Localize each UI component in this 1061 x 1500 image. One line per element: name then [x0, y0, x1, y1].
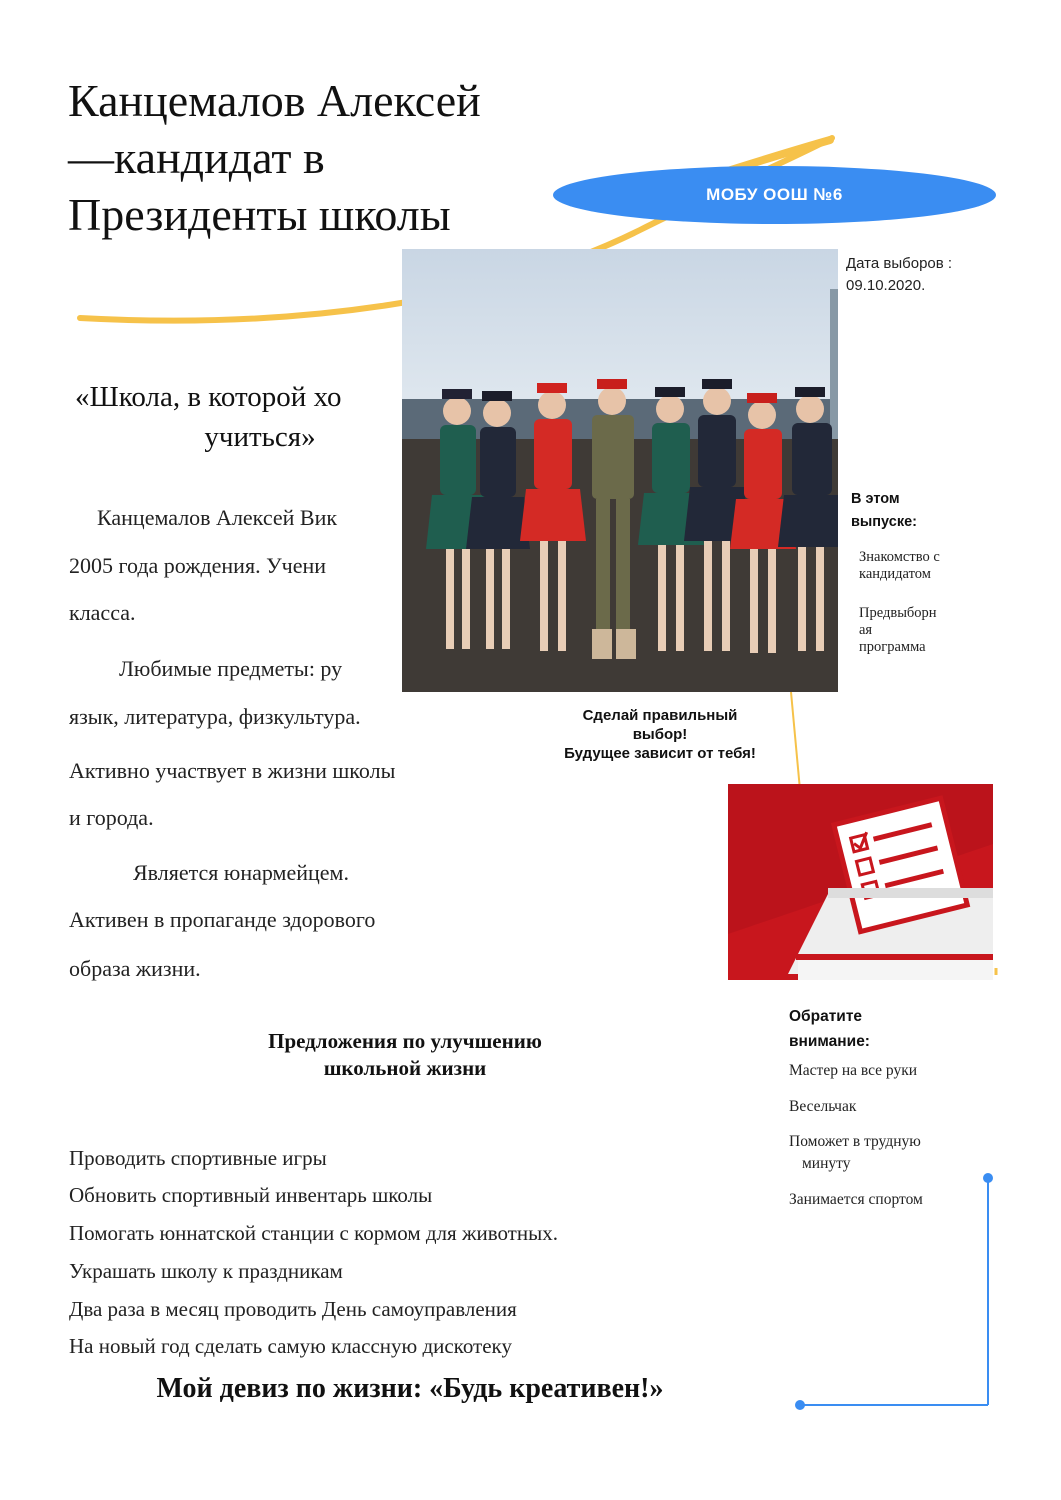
title-line-1: Канцемалов Алексей	[68, 75, 481, 126]
title-line-3: Президенты школы	[68, 189, 451, 240]
in-this-issue-item	[859, 549, 969, 583]
in-this-issue-heading-line: выпуске:	[851, 514, 917, 530]
motto: Мой девиз по жизни: «Будь креативен!»	[156, 1373, 664, 1404]
in-this-issue-item-line: кандидатом	[859, 566, 931, 582]
cta-line: Сделай правильный	[582, 707, 738, 724]
proposal-item: Помогать юннатской станции с кормом для животных.	[69, 1221, 558, 1245]
election-date-label: Дата выборов :	[846, 255, 953, 272]
in-this-issue-item	[859, 605, 969, 656]
candidate-photo	[402, 249, 838, 692]
bio-line: 2005 года рождения. Учени	[69, 553, 327, 578]
election-date-value: 09.10.2020.	[846, 277, 926, 294]
attention-heading-line: Обратите	[789, 1008, 863, 1025]
school-badge	[553, 166, 996, 224]
proposal-item: Два раза в месяц проводить День самоуправления	[69, 1297, 517, 1321]
cta-line: Будущее зависит от тебя!	[564, 745, 756, 762]
attention-item-line: Весельчак	[789, 1098, 857, 1115]
slogan	[60, 377, 460, 457]
bio-line: образа жизни.	[69, 956, 201, 981]
in-this-issue-item-line: ая	[859, 622, 873, 638]
bio-line: Любимые предметы: ру	[119, 656, 343, 681]
call-to-action	[540, 706, 780, 763]
proposal-item: Украшать школу к праздникам	[69, 1259, 343, 1283]
attention-item-line: Поможет в трудную	[789, 1133, 921, 1150]
bio-line: Активен в пропаганде здорового	[69, 907, 376, 932]
attention-heading	[789, 1004, 949, 1054]
attention-item-line: Мастер на все руки	[789, 1062, 918, 1079]
slogan-line-2: учиться»	[204, 421, 316, 453]
attention-item	[789, 1096, 969, 1118]
bio-line: язык, литература, физкультура.	[69, 704, 361, 729]
attention-item	[789, 1131, 969, 1175]
attention-item-line: Занимается спортом	[789, 1191, 923, 1208]
in-this-issue-item-line: Знакомство с	[859, 549, 940, 565]
bio-line: Канцемалов Алексей Вик	[97, 505, 338, 530]
in-this-issue-heading-line: В этом	[851, 491, 900, 507]
cta-line: выбор!	[632, 726, 688, 743]
in-this-issue-item-line: Предвыборн	[859, 605, 937, 621]
proposals-heading	[200, 1028, 610, 1082]
bio-line: и города.	[69, 805, 154, 830]
title-line-2: —кандидат в	[68, 132, 325, 183]
attention-item-line: минуту	[802, 1155, 851, 1172]
in-this-issue-item-line: программа	[859, 639, 926, 655]
attention-heading-line: внимание:	[789, 1033, 870, 1050]
proposal-item: Проводить спортивные игры	[69, 1146, 327, 1170]
proposals-heading-line: школьной жизни	[323, 1056, 487, 1080]
bio-line: Активно участвует в жизни школы	[69, 758, 396, 783]
proposals-heading-line: Предложения по улучшению	[268, 1029, 542, 1053]
attention-item	[789, 1189, 969, 1211]
bio-line: класса.	[69, 600, 136, 625]
ballot-box-icon	[728, 784, 993, 980]
attention-item	[789, 1060, 969, 1082]
proposal-item: Обновить спортивный инвентарь школы	[69, 1183, 433, 1207]
slogan-line-1: «Школа, в которой хо	[75, 381, 342, 413]
election-date	[846, 253, 1026, 297]
proposal-item: На новый год сделать самую классную дискотеку	[69, 1334, 512, 1358]
in-this-issue-heading	[851, 488, 1001, 534]
page-title	[68, 72, 588, 243]
bio-line: Является юнармейцем.	[133, 860, 349, 885]
school-badge-label: МОБУ ООШ №6	[706, 185, 843, 204]
